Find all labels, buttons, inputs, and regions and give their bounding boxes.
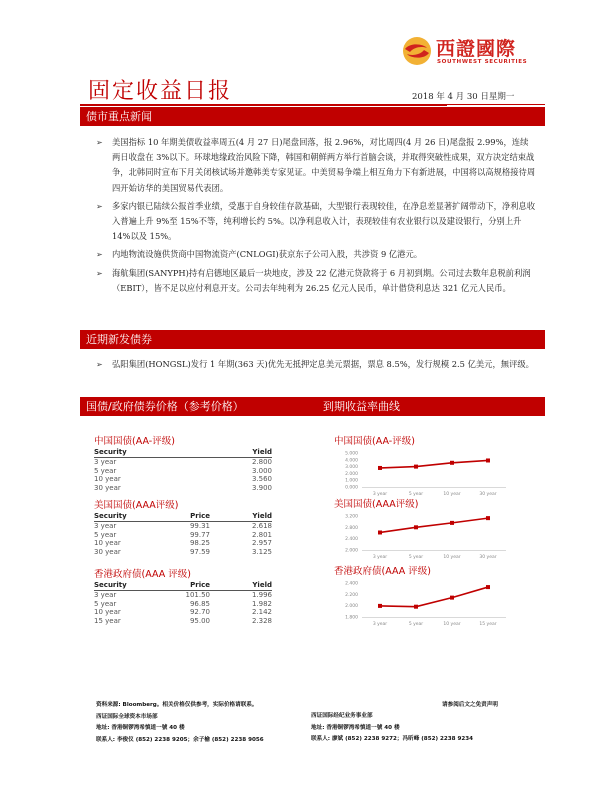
svg-text:3.000: 3.000 xyxy=(345,465,358,471)
cell-security: 15 year xyxy=(94,616,121,625)
svg-text:1.000: 1.000 xyxy=(345,478,358,484)
prices-title: 国债/政府债券价格（参考价格） xyxy=(86,400,244,413)
svg-text:3.200: 3.200 xyxy=(345,514,358,520)
cell-security: 30 year xyxy=(94,483,121,492)
cell-security: 5 year xyxy=(94,530,117,539)
cell-price: 96.85 xyxy=(189,599,210,608)
cell-price: 101.50 xyxy=(185,591,210,599)
arrow-bullet-icon: ➢ xyxy=(96,360,103,369)
cell-security: 10 year xyxy=(94,539,121,548)
company-logo xyxy=(402,36,542,70)
cell-security: 3 year xyxy=(94,522,117,530)
footer-address: 地址: 香港铜锣湾希慎道一號 40 楼 xyxy=(311,724,400,731)
svg-text:2.000: 2.000 xyxy=(345,604,358,610)
cell-price: 98.25 xyxy=(189,539,210,548)
china-yield-curve-chart xyxy=(334,433,514,499)
cell-yield: 2.142 xyxy=(251,608,272,617)
new-bond-text: 弘阳集团(HONGSL)发行 1 年期(363 天)优先无抵押定息美元票据，票息 8.5%，发行规模 2.5 亿美元，無评级。 xyxy=(112,359,534,369)
svg-text:15 year: 15 year xyxy=(479,622,497,627)
report-title: 固定收益日报 xyxy=(88,79,233,104)
hk-govt-bond-table xyxy=(94,566,272,625)
arrow-bullet-icon: ➢ xyxy=(96,250,103,260)
news-item xyxy=(96,199,536,245)
cell-security: 3 year xyxy=(94,591,117,599)
cell-price xyxy=(150,475,210,484)
col-price xyxy=(150,448,210,456)
svg-text:3 year: 3 year xyxy=(372,492,388,497)
table-row xyxy=(94,522,272,531)
col-security: Security xyxy=(94,581,127,589)
table-row xyxy=(94,475,272,484)
table-row xyxy=(94,617,272,626)
col-security: Security xyxy=(94,448,127,456)
table-row xyxy=(94,484,272,493)
us-treasury-table xyxy=(94,497,272,556)
line-chart xyxy=(334,577,514,629)
table-row xyxy=(94,591,272,600)
svg-text:5 year: 5 year xyxy=(408,622,424,627)
footer-address: 地址: 香港铜锣湾希慎道一號 40 楼 xyxy=(96,725,185,731)
cell-price xyxy=(150,458,210,467)
us-yield-curve-chart xyxy=(334,496,514,562)
section-header-news: 债市重点新闻 xyxy=(80,107,545,126)
svg-text:0.000: 0.000 xyxy=(345,485,358,491)
logo-chinese-name: 西證國際 xyxy=(436,38,517,60)
col-yield: Yield xyxy=(252,581,272,589)
table-title: 中国国债(AA-评级) xyxy=(94,436,175,447)
table-row xyxy=(94,458,272,467)
cell-price xyxy=(150,467,210,476)
news-list xyxy=(96,135,536,299)
cell-security: 30 year xyxy=(94,547,121,556)
cell-price: 99.31 xyxy=(189,522,210,530)
cell-security: 10 year xyxy=(94,475,121,484)
chart-title: 香港政府债(AAA 评级) xyxy=(334,566,431,577)
svg-text:10 year: 10 year xyxy=(443,622,461,627)
footer-disclaimer: 请参阅后文之免责声明 xyxy=(442,702,498,708)
cell-yield: 3.000 xyxy=(251,466,272,475)
chart-title: 中国国债(AA-评级) xyxy=(334,436,415,447)
table-row xyxy=(94,467,272,476)
arrow-bullet-icon: ➢ xyxy=(96,268,103,278)
svg-text:3 year: 3 year xyxy=(372,622,388,627)
cell-yield: 3.900 xyxy=(251,483,272,492)
arrow-bullet-icon: ➢ xyxy=(96,201,103,211)
svg-text:3 year: 3 year xyxy=(372,555,388,560)
cell-yield: 2.957 xyxy=(251,539,272,548)
svg-text:5.000: 5.000 xyxy=(345,451,358,457)
footer-dept: 西证国际全球资本市场部 xyxy=(96,713,158,720)
title-divider xyxy=(80,104,447,106)
news-text: 多家内银已陆续公报首季业绩，受惠于自身较佳存款基础，大型银行表现较佳，在净息差显著扩阔带动下，净利息收入普遍上升 9%至 15%不等，纯利增长约 5%。以净利息收入计，表现较佳有农业银行以及建设银行，分别上升 14%以及 15%。 xyxy=(112,200,536,242)
section-header-new-bonds: 近期新发债券 xyxy=(80,330,545,349)
news-text: 海航集团(SANYPH)持有启德地区最后一块地皮，涉及 22 亿港元贷款将于 6 月初到期。公司过去数年息税前利润（EBIT），皆不足以应付利息开支。公司去年纯利为 26.25 亿元人民币，单计借贷利息达 321 亿元人民币。 xyxy=(112,267,531,293)
cell-yield: 3.560 xyxy=(251,475,272,484)
svg-text:5 year: 5 year xyxy=(408,492,424,497)
svg-text:30 year: 30 year xyxy=(479,492,497,497)
footer-contacts: 联系人: 李俊仪 (852) 2238 9205；余子榆 (852) 2238 9056 xyxy=(96,736,264,743)
news-item xyxy=(96,247,536,262)
cell-price: 92.70 xyxy=(189,608,210,617)
cell-security: 10 year xyxy=(94,608,121,617)
logo-english-name: SOUTHWEST SECURITIES xyxy=(437,59,528,65)
svg-text:2.000: 2.000 xyxy=(345,548,358,554)
arrow-bullet-icon: ➢ xyxy=(96,138,103,147)
footer-contacts: 联系人: 廖斌 (852) 2238 9272；冯昕峰 (852) 2238 9234 xyxy=(311,736,474,742)
news-text: 内地物流设施供货商中国物流资产(CNLOGI)获京东子公司入股，共涉资 9 亿港元。 xyxy=(112,249,423,260)
svg-text:10 year: 10 year xyxy=(443,555,461,560)
cell-security: 5 year xyxy=(94,599,117,608)
cell-yield: 1.982 xyxy=(251,599,272,608)
table-title: 美国国债(AAA评级) xyxy=(94,500,179,511)
line-chart xyxy=(334,510,514,562)
cell-yield: 1.996 xyxy=(251,591,272,599)
svg-text:30 year: 30 year xyxy=(479,555,497,560)
cell-yield: 2.801 xyxy=(251,530,272,539)
svg-text:5 year: 5 year xyxy=(408,555,424,560)
svg-text:1.800: 1.800 xyxy=(345,615,358,621)
table-header xyxy=(94,512,272,522)
china-govt-bond-table xyxy=(94,433,272,492)
line-chart xyxy=(334,447,514,499)
report-date: 2018 年 4 月 30 日星期一 xyxy=(412,92,515,102)
cell-yield: 3.125 xyxy=(251,547,272,556)
new-bond-item xyxy=(96,357,536,372)
footer-contact-right xyxy=(311,711,473,746)
table-row xyxy=(94,548,272,557)
new-bonds-list xyxy=(96,357,536,375)
col-yield: Yield xyxy=(252,448,272,456)
cell-security: 5 year xyxy=(94,466,117,475)
cell-yield: 2.800 xyxy=(251,458,272,466)
col-security: Security xyxy=(94,512,127,520)
table-row xyxy=(94,608,272,617)
cell-price: 97.59 xyxy=(189,547,210,556)
cell-security: 3 year xyxy=(94,458,117,466)
svg-text:2.200: 2.200 xyxy=(345,592,358,598)
table-row xyxy=(94,531,272,540)
svg-text:2.000: 2.000 xyxy=(345,471,358,477)
swirl-logo-icon xyxy=(402,36,432,66)
table-header xyxy=(94,581,272,591)
footer-source: 资料来源: Bloomberg。相关价格仅供参考，实际价格请联系。 xyxy=(96,702,258,708)
svg-text:2.800: 2.800 xyxy=(345,525,358,531)
svg-text:2.400: 2.400 xyxy=(345,537,358,543)
svg-text:2.400: 2.400 xyxy=(345,581,358,587)
cell-price xyxy=(150,484,210,493)
news-item xyxy=(96,135,536,196)
yield-curve-title: 到期收益率曲线 xyxy=(323,400,400,413)
chart-title: 美国国债(AAA评级) xyxy=(334,499,419,510)
col-price: Price xyxy=(190,581,210,589)
table-header xyxy=(94,448,272,458)
cell-yield: 2.618 xyxy=(251,522,272,530)
footer-dept: 西证国际经纪业务事业部 xyxy=(311,713,373,719)
title-divider-thin xyxy=(447,104,545,105)
news-item xyxy=(96,266,536,296)
table-row xyxy=(94,600,272,609)
cell-yield: 2.328 xyxy=(251,616,272,625)
news-text: 美国指标 10 年期美债收益率周五(4 月 27 日)尾盘回落，报 2.96%，对比周四(4 月 26 日)尾盘报 2.99%，连续两日收盘在 3%以下。环球地缘政治风险下降，韩国和朝鲜两方举行首脑会谈，并取得突破性成果，双方决定结束战争，北韩同时宣布下月关闭核试场并邀韩美专家见证。中美贸易争端上相互角力下有新进展，中国将以高规格接待周四开始访华的美国贸易代表团。 xyxy=(112,137,536,193)
svg-text:4.000: 4.000 xyxy=(345,458,358,464)
section-header-prices-curves xyxy=(80,397,545,416)
table-title: 香港政府债(AAA 评级) xyxy=(94,569,191,580)
cell-price: 99.77 xyxy=(189,530,210,539)
cell-price: 95.00 xyxy=(189,616,210,625)
svg-text:10 year: 10 year xyxy=(443,492,461,497)
hk-yield-curve-chart xyxy=(334,563,514,629)
footer-contact-left xyxy=(96,700,264,746)
table-row xyxy=(94,539,272,548)
col-price: Price xyxy=(190,512,210,520)
col-yield: Yield xyxy=(252,512,272,520)
